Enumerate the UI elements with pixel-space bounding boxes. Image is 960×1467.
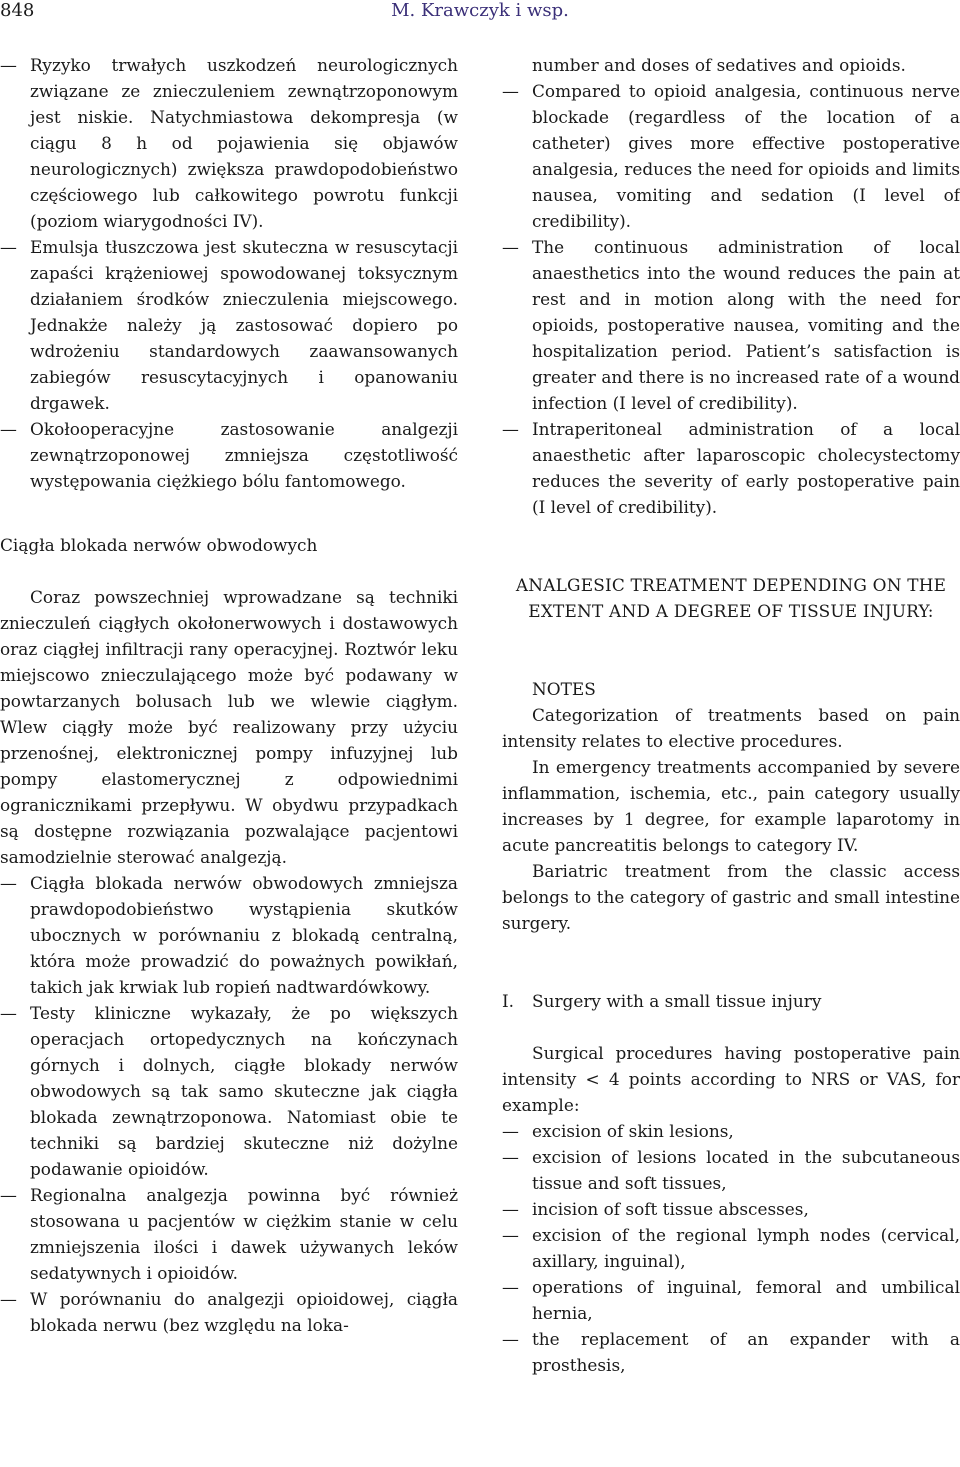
page-header: [0, 0, 960, 30]
right-column: [502, 52, 960, 1378]
running-head: M. Krawczyk i wsp.: [391, 0, 569, 21]
left-bullet-list-bottom: [0, 870, 458, 1338]
right-bullet-list-top: [502, 78, 960, 520]
list-item: — Ciągła blokada nerwów obwodowych zmniejsza prawdopodobieństwo wystąpienia skutków ubocznych w porównaniu z blokadą centralną, która może prowadzić do poważnych powikłań, takich jak krwiak lub ropień nadtwardówkowy.: [0, 870, 458, 1000]
notes-paragraph: Categorization of treatments based on pain intensity relates to elective procedures.: [502, 705, 960, 751]
list-item: — Okołooperacyjne zastosowanie analgezji zewnątrzoponowej zmniejsza częstotliwość występowania ciężkiego bólu fantomowego.: [0, 416, 458, 494]
list-item: — Compared to opioid analgesia, continuous nerve blockade (regardless of the location of a catheter) gives more effective postoperative analgesia, reduces the need for opioids and limits nausea, vomiting and sedation (I level of credibility).: [502, 78, 960, 234]
notes-label: NOTES: [532, 679, 596, 699]
left-column: [0, 52, 458, 1338]
list-item: — excision of the regional lymph nodes (cervical, axillary, inguinal),: [502, 1222, 960, 1274]
list-item: — the replacement of an expander with a prosthesis,: [502, 1326, 960, 1378]
surgery-heading: [502, 988, 960, 1014]
page-number: 848: [0, 0, 35, 21]
list-item: — Emulsja tłuszczowa jest skuteczna w resuscytacji zapaści krążeniowej spowodowanej toksycznym działaniem środków znieczulenia miejscowego. Jednakże należy ją zastosować dopiero po wdrożeniu standardowych zaawansowanych zabiegów resuscytacyjnych i opanowaniu drgawek.: [0, 234, 458, 416]
intro-paragraph: Coraz powszechniej wprowadzane są techniki znieczuleń ciągłych okołonerwowych i dostawowych oraz ciągłej infiltracji rany operacyjnej. Roztwór leku miejscowo znieczulającego może być podawany w powtarzanych bolusach lub we wlewie ciągłym. Wlew ciągły może być realizowany przy użyciu przenośnej, elektronicznej pompy infuzyjnej lub pompy elastomerycznej z odpowiednimi ogranicznikami przepływu. W obydwu przypadkach są dostępne rozwiązania pozwalające pacjentowi samodzielnie sterować analgezją.: [0, 587, 458, 867]
continuation-text: number and doses of sedatives and opioids.: [532, 55, 906, 75]
surgery-heading-text: Surgery with a small tissue injury: [532, 991, 822, 1011]
left-bullet-list-top: [0, 52, 458, 494]
surgery-heading-number: I.: [502, 991, 515, 1011]
list-item: — Intraperitoneal administration of a local anaesthetic after laparoscopic cholecystectomy reduces the severity of early postoperative pain (I level of credibility).: [502, 416, 960, 520]
list-item: — Regionalna analgezja powinna być również stosowana u pacjentów w ciężkim stanie w celu zmniejszenia ilości i dawek używanych leków sedatywnych i opioidów.: [0, 1182, 458, 1286]
list-item: — incision of soft tissue abscesses,: [502, 1196, 960, 1222]
list-item: — Testy kliniczne wykazały, że po większych operacjach ortopedycznych na kończynach górnych i dolnych, ciągłe blokady nerwów obwodowych są tak samo skuteczne jak ciągła blokada zewnątrzoponowa. Natomiast obie te techniki są bardziej skuteczne niż dożylne podawanie opioidów.: [0, 1000, 458, 1182]
list-item: — excision of skin lesions,: [502, 1118, 960, 1144]
list-item: — Ryzyko trwałych uszkodzeń neurologicznych związane ze znieczuleniem zewnątrzoponowym jest niskie. Natychmiastowa dekompresja (w ciągu 8 h od pojawienia się objawów neurologicznych) zwiększa prawdopodobieństwo częściowego lub całkowitego powrotu funkcji (poziom wiarygodności IV).: [0, 52, 458, 234]
list-item: — W porównaniu do analgezji opioidowej, ciągła blokada nerwu (bez względu na loka-: [0, 1286, 458, 1338]
list-item: — The continuous administration of local anaesthetics into the wound reduces the pain at rest and in motion along with the need for opioids, postoperative nausea, vomiting and the hospitalization period. Patient’s satisfaction is greater and there is no increased rate of a wound infection (I level of credibility).: [502, 234, 960, 416]
list-item: — excision of lesions located in the subcutaneous tissue and soft tissues,: [502, 1144, 960, 1196]
section-heading: Ciągła blokada nerwów obwodowych: [0, 535, 318, 555]
notes-paragraph: In emergency treatments accompanied by severe inflammation, ischemia, etc., pain category usually increases by 1 degree, for example laparotomy in acute pancreatitis belongs to category IV.: [502, 757, 960, 855]
surgery-intro: Surgical procedures having postoperative pain intensity < 4 points according to NRS or VAS, for example:: [502, 1043, 960, 1115]
caps-heading: ANALGESIC TREATMENT DEPENDING ON THE EXTENT AND A DEGREE OF TISSUE INJURY:: [515, 575, 947, 621]
surgery-bullet-list: [502, 1118, 960, 1378]
notes-paragraph: Bariatric treatment from the classic access belongs to the category of gastric and small intestine surgery.: [502, 861, 960, 933]
list-item: — operations of inguinal, femoral and umbilical hernia,: [502, 1274, 960, 1326]
